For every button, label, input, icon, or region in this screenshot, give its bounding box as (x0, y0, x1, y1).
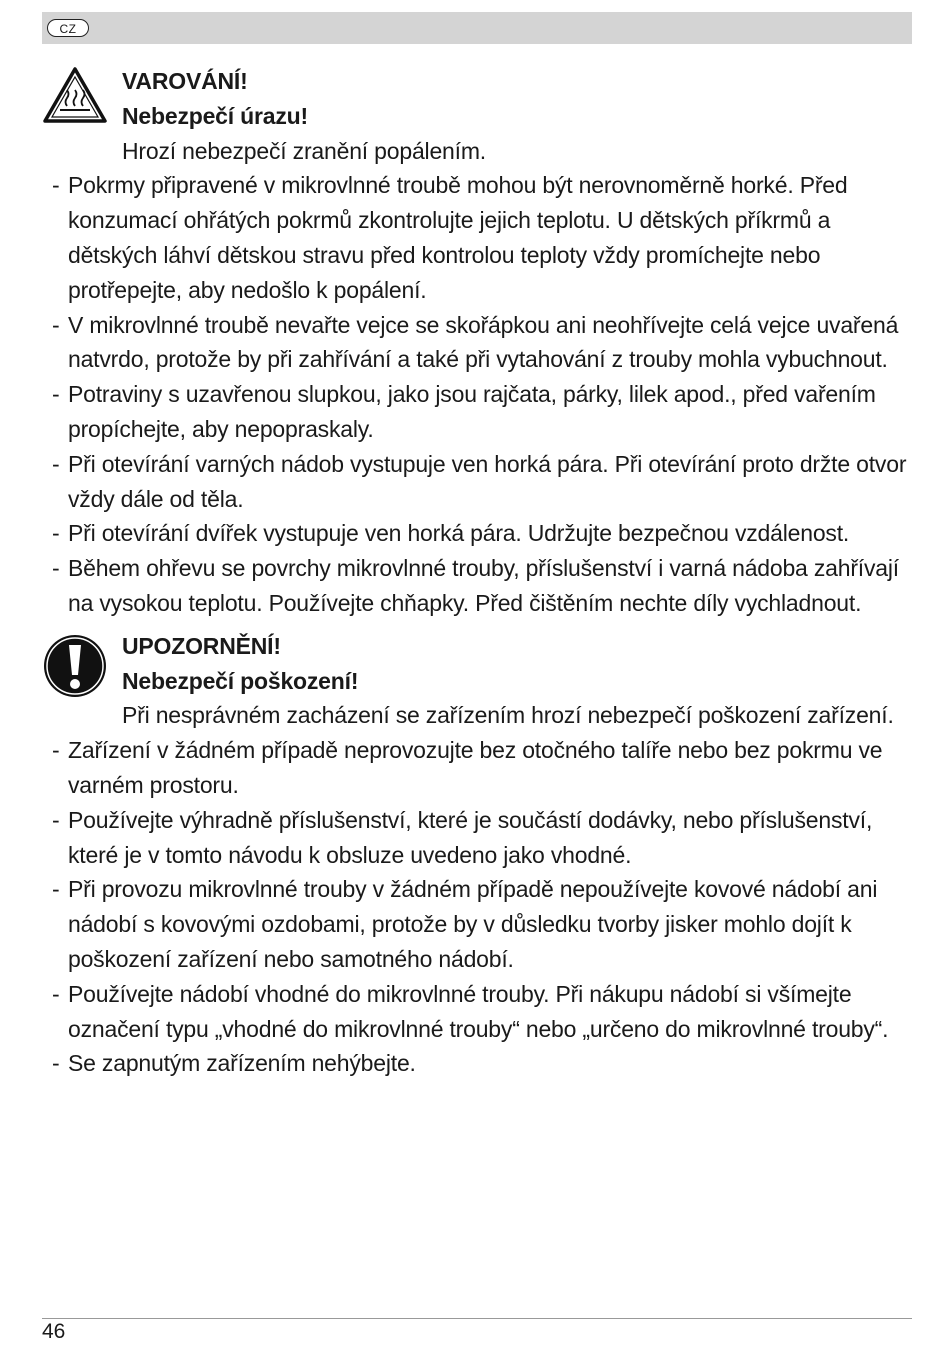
list-item: - Používejte výhradně příslušenství, které je součástí dodávky, nebo příslušenství, které je v tomto návodu k obsluze uvedeno jako vhodné. (52, 803, 912, 873)
list-item: - Se zapnutým zařízením nehýbejte. (52, 1046, 912, 1081)
warning-title: VAROVÁNÍ! (122, 68, 248, 94)
warning-list (52, 168, 912, 620)
list-item: - V mikrovlnné troubě nevařte vejce se skořápkou ani neohřívejte celá vejce uvařená natvrdo, protože by při zahřívání a také při vytahování z trouby mohla vybuchnout. (52, 308, 912, 378)
list-item: - Zařízení v žádném případě neprovozujte bez otočného talíře nebo bez pokrmu ve varném prostoru. (52, 733, 912, 803)
page-number: 46 (42, 1320, 66, 1343)
exclamation-circle-icon (42, 633, 108, 699)
caution-section (52, 629, 912, 733)
header-bar (42, 12, 912, 44)
caution-list (52, 733, 912, 1081)
warning-subtitle: Nebezpečí úrazu! (122, 102, 308, 129)
caution-text: Při nesprávném zacházení se zařízením hrozí nebezpečí poškození zařízení. (122, 702, 894, 729)
caution-subtitle: Nebezpečí poškození! (122, 667, 359, 694)
list-item: - Během ohřevu se povrchy mikrovlnné trouby, příslušenství i varná nádoba zahřívají na vysokou teplotu. Používejte chňapky. Před čištěním nechte díly vychladnout. (52, 551, 912, 621)
list-item: - Pokrmy připravené v mikrovlnné troubě mohou být nerovnoměrně horké. Před konzumací ohřátých pokrmů zkontrolujte jejich teplotu. U dětských příkrmů a dětských láhví dětskou stravu před kontrolou teploty vždy promíchejte nebo protřepejte, aby nedošlo k popálení. (52, 168, 912, 307)
list-item: - Potraviny s uzavřenou slupkou, jako jsou rajčata, párky, lilek apod., před vařením propíchejte, aby nepopraskaly. (52, 377, 912, 447)
warning-text: Hrozí nebezpečí zranění popálením. (122, 137, 486, 164)
caution-title: UPOZORNĚNÍ! (122, 632, 281, 659)
language-badge: CZ (47, 19, 89, 37)
list-item: - Při otevírání dvířek vystupuje ven horká pára. Udržujte bezpečnou vzdálenost. (52, 516, 912, 551)
list-item: - Používejte nádobí vhodné do mikrovlnné trouby. Při nákupu nádobí si všímejte označení typu „vhodné do mikrovlnné trouby“ nebo „určeno do mikrovlnné trouby“. (52, 977, 912, 1047)
hot-surface-warning-icon (42, 66, 108, 124)
list-item: - Při otevírání varných nádob vystupuje ven horká pára. Při otevírání proto držte otvor vždy dále od těla. (52, 447, 912, 517)
list-item: - Při provozu mikrovlnné trouby v žádném případě nepoužívejte kovové nádobí ani nádobí s kovovými ozdobami, protože by v důsledku tvorby jisker mohlo dojít k poškození zařízení nebo samotného nádobí. (52, 872, 912, 976)
page-content (52, 64, 912, 1081)
footer-divider (42, 1318, 912, 1319)
warning-section (52, 64, 912, 168)
